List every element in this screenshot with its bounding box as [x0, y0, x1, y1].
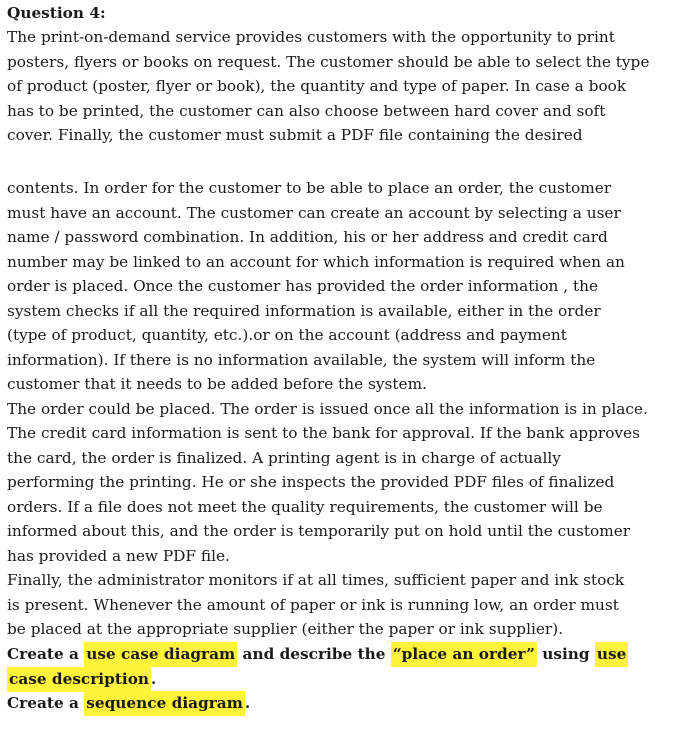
highlighted-text: “place an order”	[391, 642, 537, 667]
task-text: Create a	[7, 694, 85, 712]
text-line: informed about this, and the order is temporarily put on hold until the customer	[7, 522, 631, 540]
text-line: is present. Whenever the amount of paper or ink is running low, an order must	[7, 596, 619, 614]
task-text: and describe the	[237, 645, 391, 663]
text-line: order is placed. Once the customer has provided the order information , the	[7, 277, 599, 295]
task-line	[7, 642, 628, 666]
text-line: of product (poster, flyer or book), the quantity and type of paper. In case a book	[7, 77, 627, 95]
task-text: .	[151, 670, 157, 688]
task-text: Create a	[7, 645, 85, 663]
highlighted-text: use	[595, 642, 628, 667]
question-heading: Question 4:	[7, 4, 106, 22]
text-line: orders. If a file does not meet the quality requirements, the customer will be	[7, 498, 603, 516]
text-line: performing the printing. He or she inspects the provided PDF files of finalized	[7, 473, 615, 491]
text-line: number may be linked to an account for which information is required when an	[7, 253, 625, 271]
text-line: has to be printed, the customer can also choose between hard cover and soft	[7, 102, 606, 120]
text-line: name / password combination. In addition, his or her address and credit card	[7, 228, 608, 246]
text-line: cover. Finally, the customer must submit a PDF file containing the desired	[7, 126, 583, 144]
text-line: The credit card information is sent to the bank for approval. If the bank approves	[7, 424, 640, 442]
text-line: The print-on-demand service provides customers with the opportunity to print	[7, 28, 615, 46]
text-line: contents. In order for the customer to be able to place an order, the customer	[7, 179, 612, 197]
text-line: customer that it needs to be added before the system.	[7, 375, 427, 393]
text-line: system checks if all the required information is available, either in the order	[7, 302, 601, 320]
text-line: The order could be placed. The order is issued once all the information is in place.	[7, 400, 648, 418]
text-line: (type of product, quantity, etc.).or on the account (address and payment	[7, 326, 567, 344]
task-line	[7, 691, 250, 715]
task-text: using	[536, 645, 595, 663]
text-line: the card, the order is finalized. A printing agent is in charge of actually	[7, 449, 561, 467]
text-line: be placed at the appropriate supplier (either the paper or ink supplier).	[7, 620, 564, 638]
highlighted-text: use case diagram	[84, 642, 237, 667]
text-line: posters, flyers or books on request. The customer should be able to select the type	[7, 53, 650, 71]
text-line: Finally, the administrator monitors if at all times, sufficient paper and ink stock	[7, 571, 625, 589]
task-line	[7, 667, 156, 691]
highlighted-text: case description	[7, 667, 151, 692]
text-line: has provided a new PDF file.	[7, 547, 230, 565]
highlighted-text: sequence diagram	[84, 691, 245, 716]
text-line: information). If there is no information available, the system will inform the	[7, 351, 596, 369]
task-text: .	[244, 694, 251, 712]
text-line: must have an account. The customer can create an account by selecting a user	[7, 204, 621, 222]
